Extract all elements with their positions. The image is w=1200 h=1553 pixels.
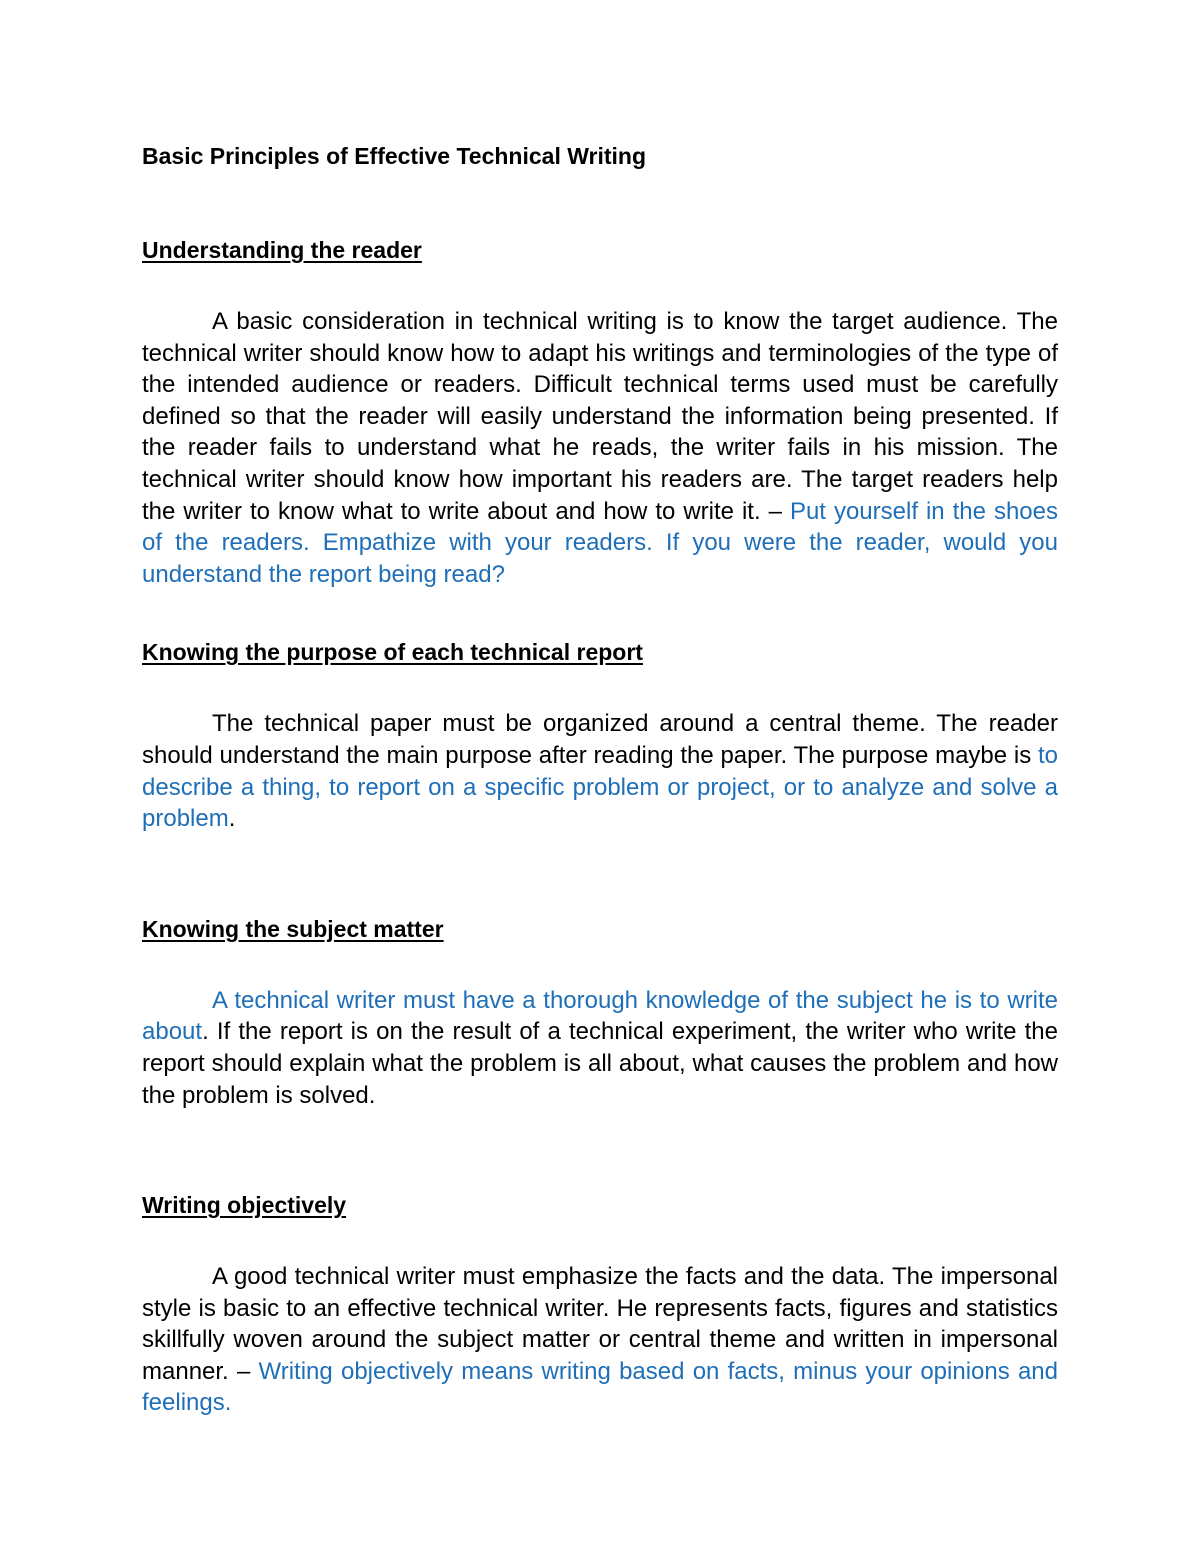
paragraph-text-after: . If the report is on the result of a technical experiment, the writer who write the report should explain what the problem is all about, what causes the problem and how the problem is solved. bbox=[142, 1018, 1058, 1109]
section-heading-writing-objectively: Writing objectively bbox=[142, 1192, 347, 1219]
paragraph-text: A good technical writer must emphasize the facts and the data. The impersonal style is basic to an effective technical writer. He represents facts, figures and statistics skillfully woven around the subject matter or central theme and written in impersonal manner. – bbox=[142, 1263, 1058, 1385]
document-page bbox=[142, 140, 1058, 1419]
section-paragraph-writing-objectively bbox=[142, 1261, 1058, 1419]
paragraph-highlight: Put yourself in the shoes of the readers. Empathize with your readers. If you were the reader, would you understand the report being read? bbox=[142, 497, 1058, 588]
paragraph-text: The technical paper must be organized around a central theme. The reader should understand the main purpose after reading the paper. The purpose maybe is bbox=[142, 710, 1058, 769]
paragraph-highlight: Writing objectively means writing based on facts, minus your opinions and feelings. bbox=[142, 1357, 1058, 1417]
paragraph-highlight: A technical writer must have a thorough knowledge of the subject he is to write about bbox=[142, 986, 1058, 1046]
section-paragraph-knowing-purpose bbox=[142, 708, 1058, 834]
section-heading-understanding-reader: Understanding the reader bbox=[142, 237, 422, 263]
paragraph-highlight: to describe a thing, to report on a specific problem or project, or to analyze and solve a problem bbox=[142, 741, 1058, 833]
paragraph-text-after: . bbox=[228, 805, 236, 833]
section-paragraph-understanding-reader bbox=[142, 306, 1058, 590]
section-heading-knowing-purpose: Knowing the purpose of each technical report bbox=[142, 639, 643, 666]
document-title: Basic Principles of Effective Technical Writing bbox=[142, 143, 647, 169]
paragraph-text: A basic consideration in technical writing is to know the target audience. The technical writer should know how to adapt his writings and terminologies of the type of the intended audience or readers. Difficult technical terms used must be carefully defined so that the reader will easily understand the information being presented. If the reader fails to understand what he reads, the writer fails in his mission. The technical writer should know how important his readers are. The target readers help the writer to know what to write about and how to write it. – bbox=[142, 308, 1058, 525]
section-paragraph-subject-matter bbox=[142, 985, 1058, 1111]
section-heading-subject-matter: Knowing the subject matter bbox=[142, 915, 444, 942]
